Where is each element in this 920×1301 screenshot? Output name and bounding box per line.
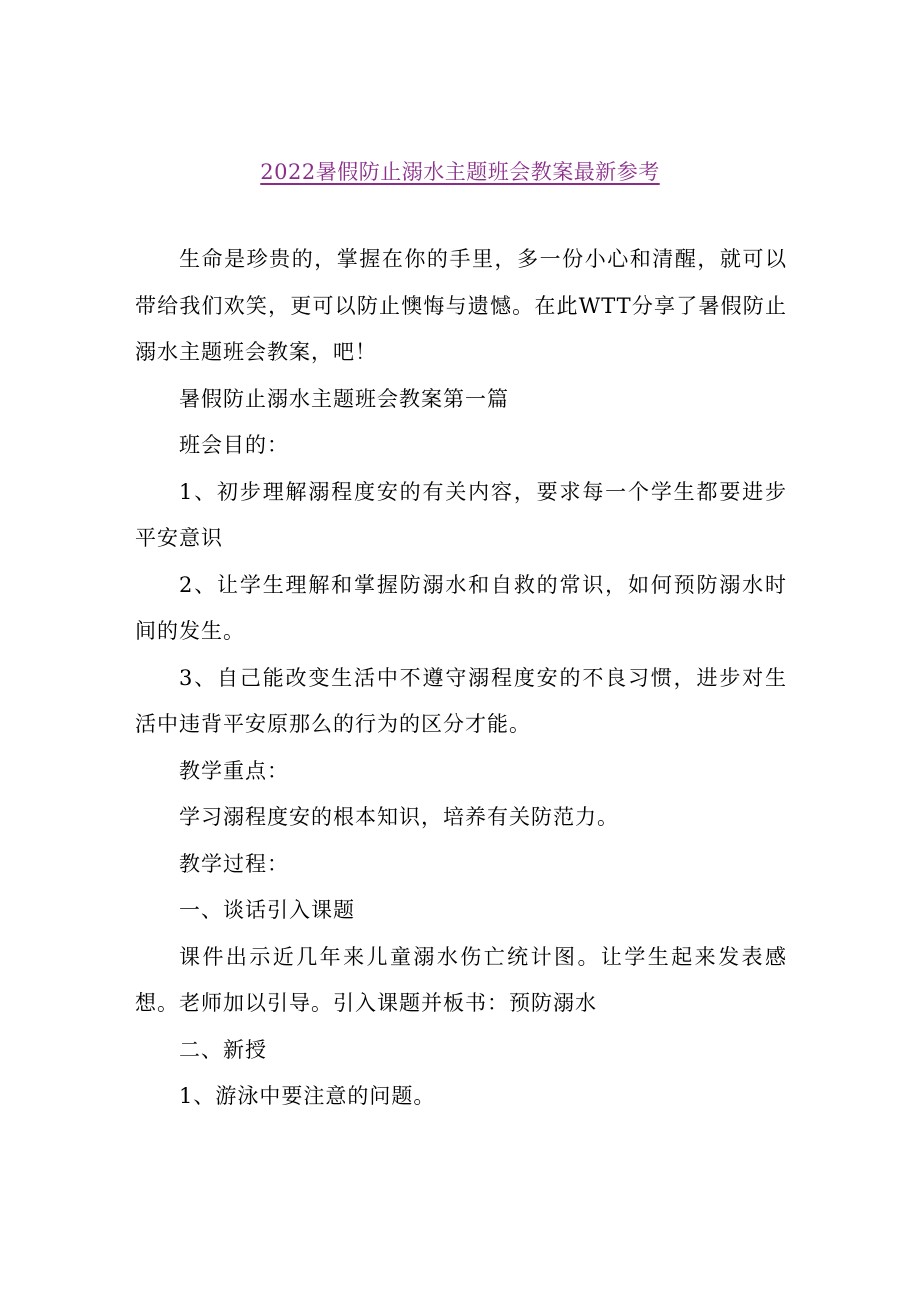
intro-paragraph: 生命是珍贵的，掌握在你的手里，多一份小心和清醒，就可以带给我们欢笑，更可以防止懊悔与遗憾。在此WTT分享了暑假防止溺水主题班会教案，吧！	[135, 247, 787, 364]
document-title[interactable]: 2022暑假防止溺水主题班会教案最新参考	[260, 160, 660, 184]
step-one-text: 课件出示近几年来儿童溺水伤亡统计图。让学生起来发表感想。老师加以引导。引入课题并板书：预防溺水	[135, 944, 787, 1015]
goal-item-3: 3、自己能改变生活中不遵守溺程度安的不良习惯，进步对生活中违背平安原那么的行为的区分才能。	[135, 665, 787, 736]
step-two-item-1: 1、游泳中要注意的问题。	[179, 1084, 436, 1108]
key-points-text: 学习溺程度安的根本知识，培养有关防范力。	[179, 805, 619, 829]
step-one-heading: 一、谈话引入课题	[179, 898, 355, 922]
goal-item-1: 1、初步理解溺程度安的有关内容，要求每一个学生都要进步平安意识	[135, 479, 787, 550]
goal-item-2: 2、让学生理解和掌握防溺水和自救的常识，如何预防溺水时间的发生。	[135, 572, 787, 643]
section-heading-first: 暑假防止溺水主题班会教案第一篇	[179, 386, 509, 411]
step-two-heading: 二、新授	[179, 1037, 267, 1062]
class-goal-heading: 班会目的：	[179, 433, 289, 457]
process-heading: 教学过程：	[179, 851, 289, 876]
key-points-heading: 教学重点：	[179, 758, 289, 783]
document-body	[135, 236, 787, 1120]
